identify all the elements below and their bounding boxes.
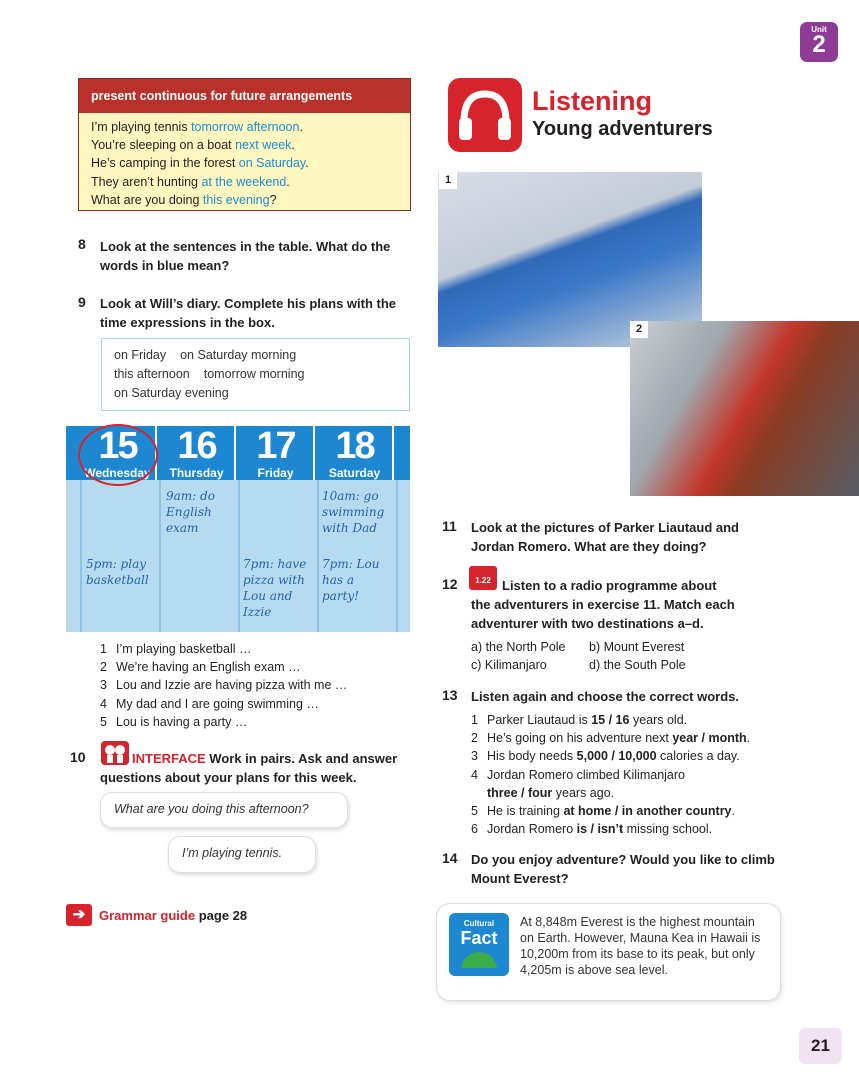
section-subtitle: Young adventurers (532, 118, 713, 140)
list-item: 5 He is training at home / in another country. (471, 804, 735, 819)
speech-bubble-answer: I’m playing tennis. (168, 836, 316, 873)
exercise-9-number: 9 (78, 294, 86, 310)
unit-tab (800, 22, 838, 62)
word-option: on Friday (114, 348, 167, 362)
list-item: 2 He’s going on his adventure next year / month. (471, 731, 751, 746)
time-expression: on Saturday (238, 156, 306, 171)
diary-day-friday: 17 Friday (238, 426, 315, 480)
word-option: this afternoon (114, 367, 190, 381)
grammar-sentence: What are you doing this evening? (91, 192, 277, 207)
exercise-8-number: 8 (78, 236, 86, 252)
exercise-14-number: 14 (442, 850, 458, 866)
grammar-box-title: present continuous for future arrangements (79, 79, 410, 113)
destination-option: d) the South Pole (589, 658, 686, 673)
diary-note-thursday: 9am: do English exam (166, 489, 215, 535)
headphones-icon (448, 78, 522, 152)
choice: 15 / 16 (591, 713, 630, 727)
choice: is / isn’t (576, 822, 624, 837)
diary-day-thursday: 16 Thursday (159, 426, 236, 480)
word-option: on Saturday evening (114, 386, 229, 400)
list-item: 4 My dad and I are going swimming … (100, 696, 319, 711)
cultural-fact-text: At 8,848m Everest is the highest mountain on Earth. However, Mauna Kea in Hawaii is 10,200m from its base to its peak, but only 4,205m is above sea level. (520, 915, 761, 977)
photo-1-label: 1 (439, 172, 457, 189)
section-title: Listening (532, 86, 652, 116)
list-item: 3 His body needs 5,000 / 10,000 calories a day. (471, 749, 740, 764)
unit-number: 2 (812, 31, 826, 58)
exercise-13-list (471, 711, 791, 838)
exercise-11-number: 11 (442, 518, 457, 534)
exercise-10-number: 10 (70, 749, 86, 765)
grammar-sentence: He’s camping in the forest on Saturday. (91, 156, 309, 171)
photo-jordan-romero (630, 321, 859, 496)
diary-note-wednesday: 5pm: play basketball (86, 557, 149, 587)
speech-bubble-question: What are you doing this afternoon? (100, 792, 348, 828)
list-item: 4 Jordan Romero climbed Kilimanjaro three / four years ago. (471, 767, 685, 800)
exercise-8-instruction: Look at the sentences in the table. What do the words in blue mean? (100, 239, 391, 273)
grammar-sentence: You’re sleeping on a boat next week. (91, 138, 295, 153)
page-number: 21 (799, 1028, 842, 1064)
exercise-13-number: 13 (442, 687, 458, 703)
time-expression: tomorrow afternoon (191, 120, 300, 134)
diary-day-saturday: 18 Saturday (317, 426, 394, 480)
destination-option: c) Kilimanjaro (471, 658, 547, 673)
list-item: 2 We’re having an English exam … (100, 660, 301, 675)
photo-2-label: 2 (630, 321, 648, 338)
exercise-10-text: Work in pairs. Ask and answer questions about your plans for this week. (100, 751, 398, 785)
exercise-12-instruction-a: Listen to a radio programme about (502, 578, 717, 593)
destination-options (471, 638, 781, 674)
time-expression: at the weekend (201, 174, 287, 189)
audio-track-icon[interactable]: 1.22 (469, 566, 497, 590)
exercise-11-instruction: Look at the pictures of Parker Liautaud and Jordan Romero. What are they doing? (471, 520, 739, 554)
destination-option: b) Mount Everest (589, 640, 685, 654)
interface-label: INTERFACE (132, 751, 206, 766)
list-item: 1 I’m playing basketball … (100, 642, 252, 656)
diary-note-saturday-morning: 10am: go swimming with Dad (322, 489, 385, 535)
diary-note-saturday-evening: 7pm: Lou has a party! (322, 557, 380, 603)
exercise-12-number: 12 (442, 576, 458, 592)
choice: three / four (487, 785, 553, 800)
globe-icon (459, 948, 499, 968)
diary-note-friday: 7pm: have pizza with Lou and Izzie (243, 557, 307, 619)
cultural-fact-icon: Cultural Fact (449, 913, 509, 976)
exercise-13-instruction: Listen again and choose the correct words. (471, 689, 740, 704)
exercise-9-list (100, 640, 410, 731)
word-option: tomorrow morning (203, 367, 305, 381)
destination-option: a) the North Pole (471, 640, 566, 654)
diary-day-wednesday: 15 Wednesday (80, 426, 157, 480)
circled-date (78, 424, 158, 486)
choice: at home / in another country (563, 804, 732, 819)
exercise-10-instruction (100, 749, 410, 787)
time-expression: this evening (202, 192, 270, 207)
list-item: 3 Lou and Izzie are having pizza with me … (100, 678, 348, 693)
word-option: on Saturday morning (180, 348, 297, 362)
list-item: 5 Lou is having a party … (100, 714, 248, 729)
grammar-guide-link[interactable]: Grammar guide page 28 (99, 908, 248, 923)
grammar-box (78, 78, 411, 211)
list-item: 6 Jordan Romero is / isn’t missing school. (471, 822, 713, 837)
arrow-right-icon: ➔ (66, 904, 92, 926)
choice: 5,000 / 10,000 (576, 749, 657, 764)
exercise-9-instruction: Look at Will’s diary. Complete his plans with the time expressions in the box. (100, 296, 397, 330)
time-expression: next week (235, 138, 292, 153)
exercise-12-instruction-b: the adventurers in exercise 11. Match each adventurer with two destinations a–d. (471, 597, 735, 631)
choice: year / month (672, 731, 747, 746)
grammar-sentence: I’m playing tennis tomorrow afternoon. (91, 120, 303, 134)
list-item: 1 Parker Liautaud is 15 / 16 years old. (471, 713, 688, 727)
grammar-box-body (79, 113, 410, 214)
word-box (101, 338, 410, 411)
unit-label: Unit (811, 25, 827, 34)
exercise-14-instruction: Do you enjoy adventure? Would you like to climb Mount Everest? (471, 852, 775, 886)
grammar-sentence: They aren’t hunting at the weekend. (91, 174, 290, 189)
